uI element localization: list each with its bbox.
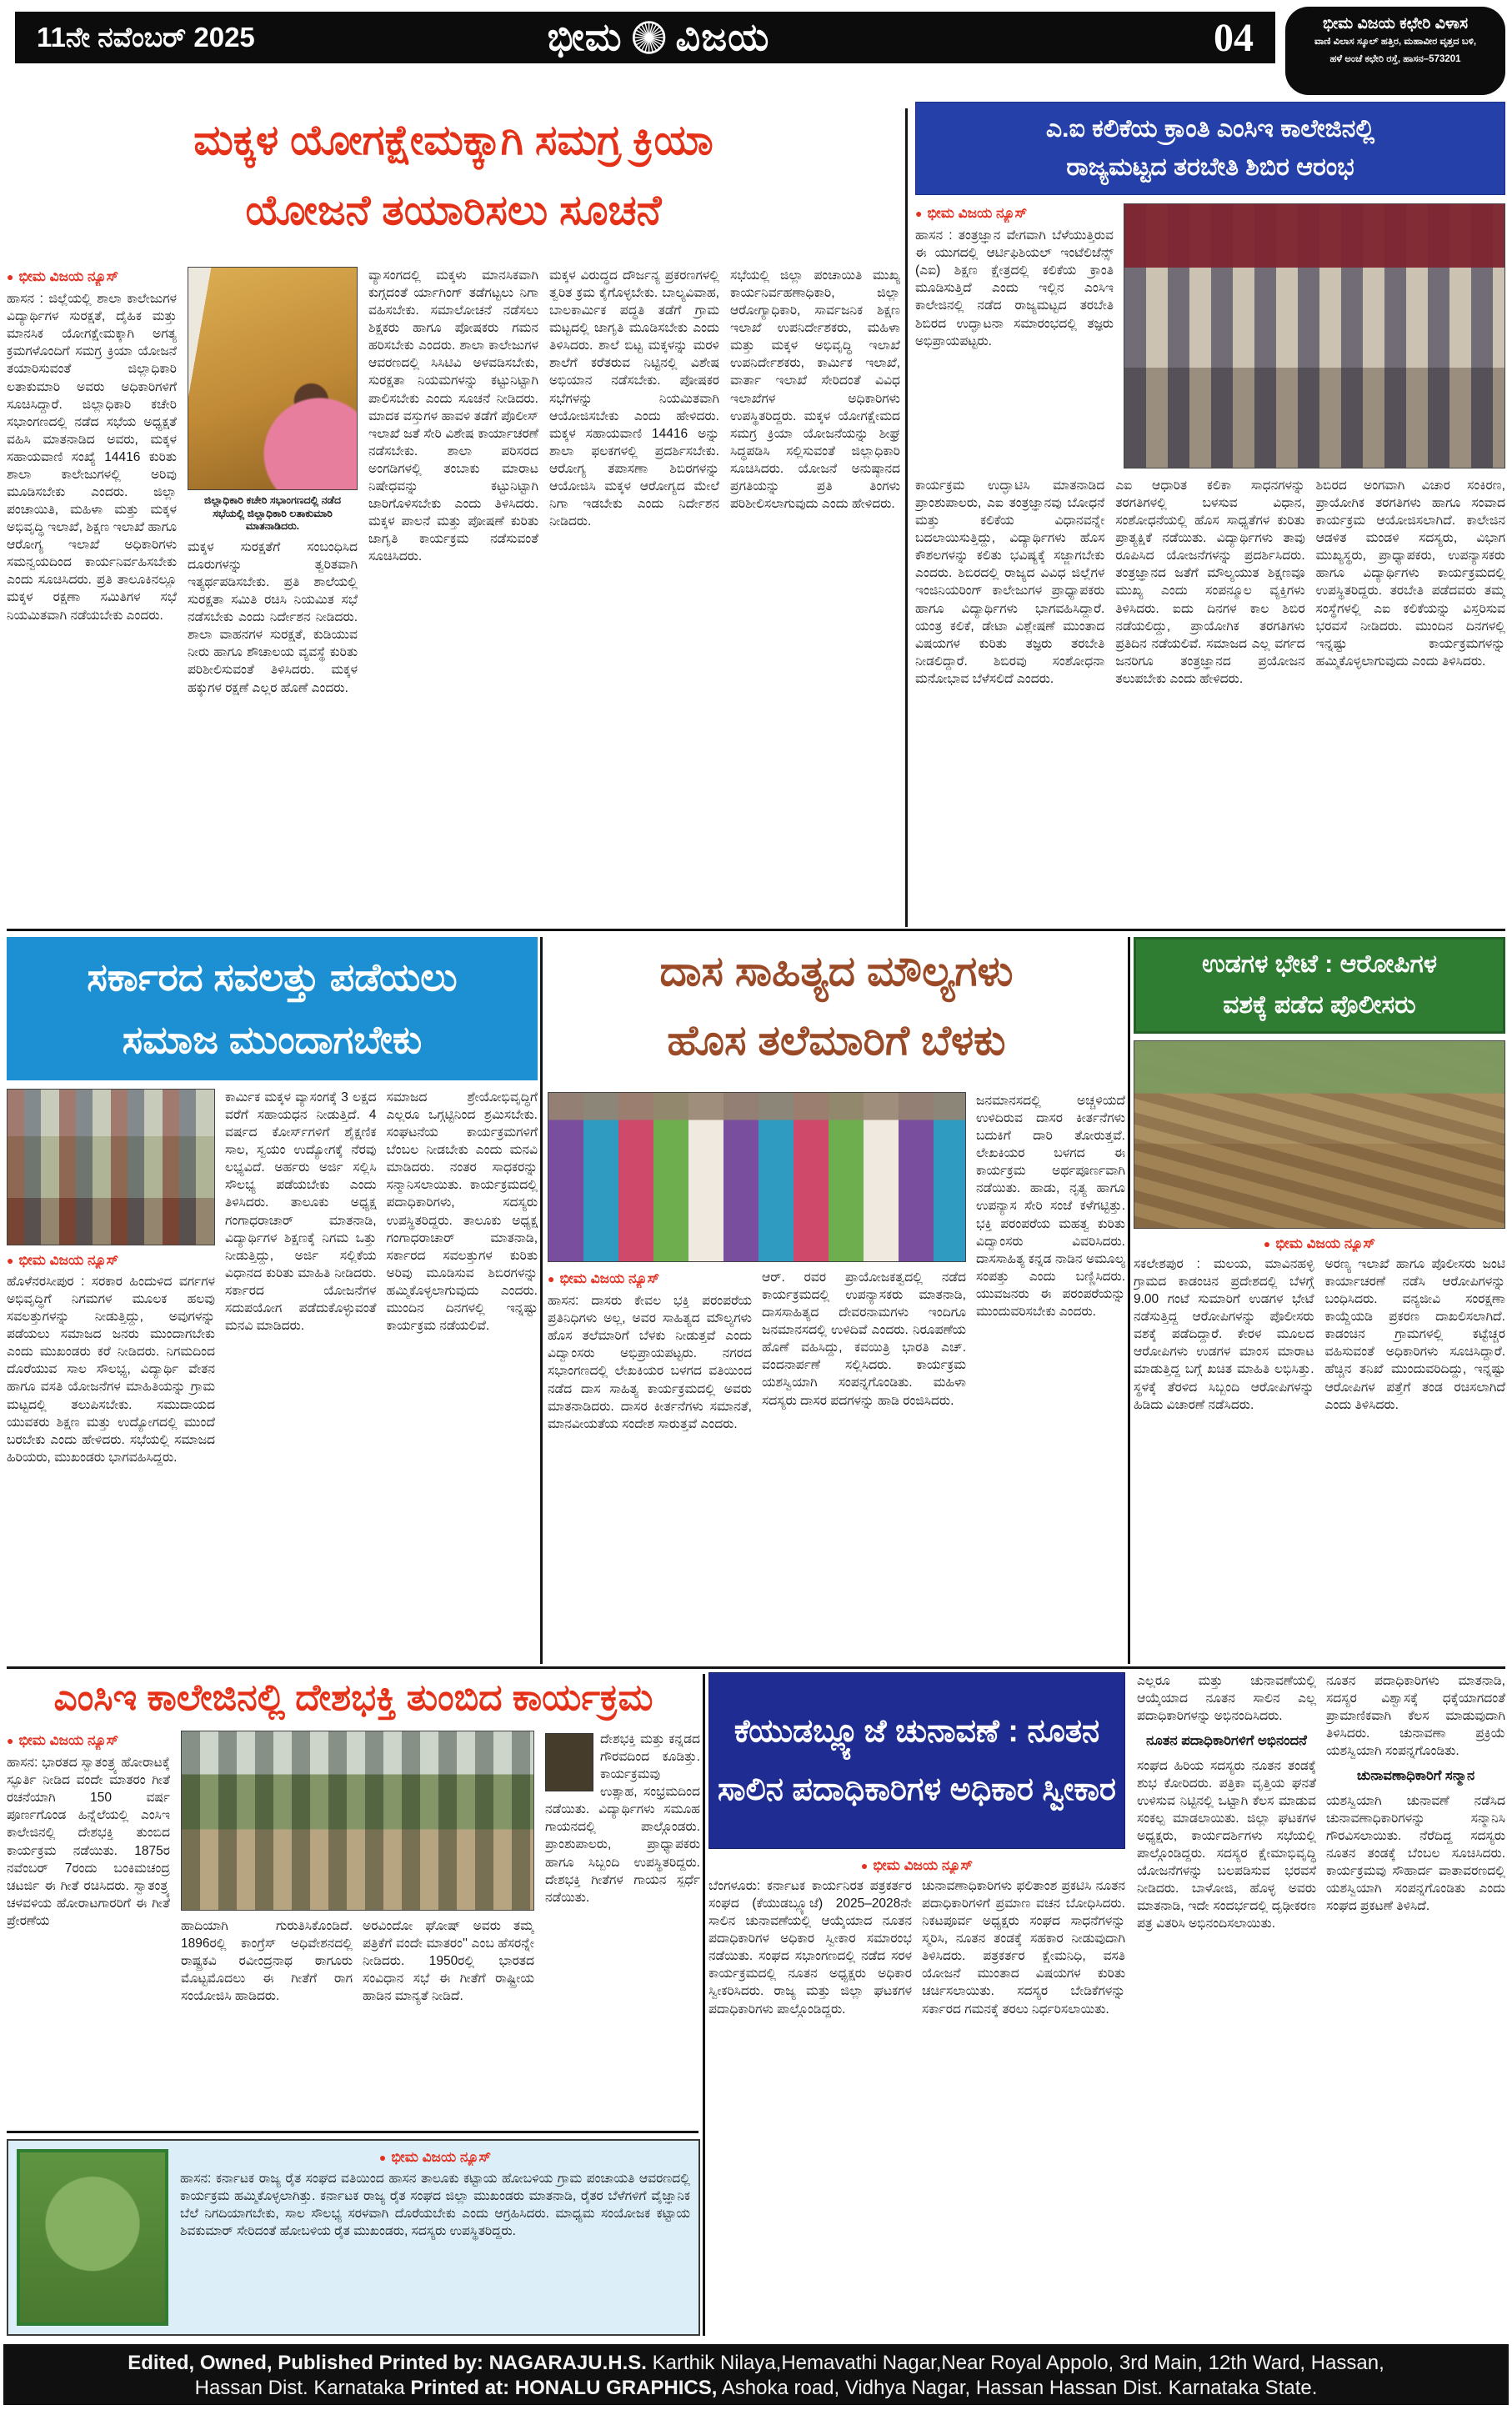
article-facilities-headline: ಸರ್ಕಾರದ ಸವಲತ್ತು ಪಡೆಯಲು ಸಮಾಜ ಮುಂದಾಗಬೇಕು [7, 937, 538, 1080]
article-monitor-column-2: ಅರಣ್ಯ ಇಲಾಖೆ ಹಾಗೂ ಪೊಲೀಸರು ಜಂಟಿ ಕಾರ್ಯಾಚರಣೆ ನಡೆಸಿ ಆರೋಪಿಗಳನ್ನು ಬಂಧಿಸಿದರು. ವನ್ಯಜೀವಿ ಸಂರಕ್ಷಣಾ ಕಾಯ್ದೆಯಡಿ ಪ್ರಕರಣ ದಾಖಲಿಸಲಾಗಿದೆ. ಕಾಡಂಚಿನ ಗ್ರಾಮಗಳಲ್ಲಿ ಕಟ್ಟೆಚ್ಚರ ವಹಿಸುವಂತೆ ಅಧಿಕಾರಿಗಳು ಸೂಚಿಸಿದ್ದಾರೆ. ಹೆಚ್ಚಿನ ತನಿಖೆ ಮುಂದುವರಿದಿದ್ದು, ಇನ್ನಷ್ಟು ಆರೋಪಿಗಳ ಪತ್ತೆಗೆ ತಂಡ ರಚಿಸಲಾಗಿದೆ ಎಂದು ತಿಳಿಸಿದರು. [1324, 1257, 1505, 1412]
byline-bullet-icon: ● [860, 1859, 869, 1872]
article-mce-headline: ಎಂಸಿಇ ಕಾಲೇಜಿನಲ್ಲಿ ದೇಶಭಕ್ತಿ ತುಂಬಿದ ಕಾರ್ಯಕ್ರಮ [53, 1677, 653, 1718]
issue-date: 11ನೇ ನವೆಂಬರ್ 2025 [37, 21, 255, 53]
article-kuwj-column-4: ನೂತನ ಪದಾಧಿಕಾರಿಗಳು ಮಾತನಾಡಿ, ಸದಸ್ಯರ ವಿಶ್ವಾಸಕ್ಕೆ ಧಕ್ಕೆಯಾಗದಂತೆ ಪ್ರಾಮಾಣಿಕವಾಗಿ ಕೆಲಸ ಮಾಡುವುದಾಗಿ ತಿಳಿಸಿದರು. ಚುನಾವಣಾ ಪ್ರಕ್ರಿಯೆ ಯಶಸ್ವಿಯಾಗಿ ಸಂಪನ್ನಗೊಂಡಿತು. ಚುನಾವಣಾಧಿಕಾರಿಗೆ ಸನ್ಮಾನ ಯಶಸ್ವಿಯಾಗಿ ಚುನಾವಣೆ ನಡೆಸಿದ ಚುನಾವಣಾಧಿಕಾರಿಗಳನ್ನು ಸನ್ಮಾನಿಸಿ ಗೌರವಿಸಲಾಯಿತು. ನೆರೆದಿದ್ದ ಸದಸ್ಯರು ನೂತನ ತಂಡಕ್ಕೆ ಬೆಂಬಲ ಸೂಚಿಸಿದರು. ಕಾರ್ಯಕ್ರಮವು ಸೌಹಾರ್ದ ವಾತಾವರಣದಲ್ಲಿ ಯಶಸ್ವಿಯಾಗಿ ಸಂಪನ್ನಗೊಂಡಿತು ಎಂದು ಸಂಘದ ಪ್ರಕಟಣೆ ತಿಳಿಸಿದೆ. [1326, 1674, 1505, 1914]
article-welfare-column-2: ಜಿಲ್ಲಾಧಿಕಾರಿ ಕಚೇರಿ ಸಭಾಂಗಣದಲ್ಲಿ ನಡೆದ ಸಭೆಯಲ್ಲಿ ಜಿಲ್ಲಾಧಿಕಾರಿ ಲತಾಕುಮಾರಿ ಮಾತನಾಡಿದರು. ಮಕ್ಕಳ ಸುರಕ್ಷತೆಗೆ ಸಂಬಂಧಿಸಿದ ದೂರುಗಳನ್ನು ತ್ವರಿತವಾಗಿ ಇತ್ಯರ್ಥಪಡಿಸಬೇಕು. ಪ್ರತಿ ಶಾಲೆಯಲ್ಲಿ ಸುರಕ್ಷತಾ ಸಮಿತಿ ರಚಿಸಿ ನಿಯಮಿತ ಸಭೆ ನಡೆಸಬೇಕು ಎಂದು ನಿರ್ದೇಶನ ನೀಡಿದರು. ಶಾಲಾ ವಾಹನಗಳ ಸುರಕ್ಷತೆ, ಕುಡಿಯುವ ನೀರು ಹಾಗೂ ಶೌಚಾಲಯ ವ್ಯವಸ್ಥೆ ಕುರಿತು ಪರಿಶೀಲಿಸುವಂತೆ ತಿಳಿಸಿದರು. ಮಕ್ಕಳ ಹಕ್ಕುಗಳ ರಕ್ಷಣೆ ಎಲ್ಲರ ಹೊಣೆ ಎಂದರು. [188, 267, 358, 915]
article-kuwj-subhead-1: ನೂತನ ಪದಾಧಿಕಾರಿಗಳಿಗೆ ಅಭಿನಂದನೆ [1146, 1733, 1307, 1749]
article-dasa-sahitya [548, 937, 1125, 1664]
article-ai-camp-intro: ● ಭೀಮ ವಿಜಯ ನ್ಯೂಸ್ ಹಾಸನ : ತಂತ್ರಜ್ಞಾನ ವೇಗವಾಗಿ ಬೆಳೆಯುತ್ತಿರುವ ಈ ಯುಗದಲ್ಲಿ ಆರ್ಟಿಫಿಶಿಯಲ್ ಇಂಟೆಲಿಜೆನ್ಸ್ (ಎಐ) ಶಿಕ್ಷಣ ಕ್ಷೇತ್ರದಲ್ಲಿ ಕಲಿಕೆಯ ಕ್ರಾಂತಿ ಮೂಡಿಸುತ್ತಿದೆ ಎಂದು ಇಲ್ಲಿನ ಎಂಸಿಇ ಕಾಲೇಜಿನಲ್ಲಿ ನಡೆದ ರಾಜ್ಯಮಟ್ಟದ ತರಬೇತಿ ಶಿಬಿರದ ಉದ್ಘಾಟನಾ ಸಮಾರಂಭದಲ್ಲಿ ತಜ್ಞರು ಅಭಿಪ್ರಾಯಪಟ್ಟರು. [915, 205, 1114, 348]
article-welfare [7, 105, 900, 924]
news-byline: ● ಭೀಮ ವಿಜಯ ನ್ಯೂಸ್ [7, 1252, 119, 1268]
article-kuwj-election [708, 1672, 1505, 2336]
article-ai-camp-headline: ಎ.ಐ ಕಲಿಕೆಯ ಕ್ರಾಂತಿ ಎಂಸಿಇ ಕಾಲೇಜಿನಲ್ಲಿ ರಾಜ್ಯಮಟ್ಟದ ತರಬೇತಿ ಶಿಬಿರ ಆರಂಭ [915, 102, 1505, 195]
article-ai-camp-column-2: ಎಐ ಆಧಾರಿತ ಕಲಿಕಾ ಸಾಧನಗಳನ್ನು ತರಗತಿಗಳಲ್ಲಿ ಬಳಸುವ ವಿಧಾನ, ಸಂಶೋಧನೆಯಲ್ಲಿ ಹೊಸ ಸಾಧ್ಯತೆಗಳ ಕುರಿತು ಪ್ರಾತ್ಯಕ್ಷಿಕೆ ನಡೆಯಿತು. ವಿದ್ಯಾರ್ಥಿಗಳು ತಾವು ರೂಪಿಸಿದ ಯೋಜನೆಗಳನ್ನು ಪ್ರದರ್ಶಿಸಿದರು. ತಂತ್ರಜ್ಞಾನದ ಜತೆಗೆ ಮೌಲ್ಯಯುತ ಶಿಕ್ಷಣವೂ ಮುಖ್ಯ ಎಂದು ಸಂಪನ್ಮೂಲ ವ್ಯಕ್ತಿಗಳು ತಿಳಿಸಿದರು. ಐದು ದಿನಗಳ ಕಾಲ ಶಿಬಿರ ನಡೆಯಲಿದ್ದು, ಪ್ರಾಯೋಗಿಕ ತರಗತಿಗಳು ಪ್ರತಿದಿನ ನಡೆಯಲಿವೆ. ಸಮಾಜದ ಎಲ್ಲ ವರ್ಗದ ಜನರಿಗೂ ತಂತ್ರಜ್ಞಾನದ ಪ್ರಯೋಜನ ತಲುಪಬೇಕು ಎಂದು ಹೇಳಿದರು. [1115, 478, 1305, 686]
news-byline: ● ಭೀಮ ವಿಜಯ ನ್ಯೂಸ್ [915, 205, 1028, 221]
byline-bullet-icon: ● [7, 270, 14, 283]
office-address-title: ಭೀಮ ವಿಜಯ ಕಛೇರಿ ವಿಳಾಸ [1322, 15, 1469, 33]
masthead [548, 14, 770, 61]
office-address-line2: ಹಳೆ ಅಂಚೆ ಕಛೇರಿ ರಸ್ತೆ, ಹಾಸನ–573201 [1329, 53, 1461, 64]
news-byline: ● ಭೀಮ ವಿಜಯ ನ್ಯೂಸ್ [1263, 1235, 1376, 1251]
article-mce-column-2: ಹಾದಿಯಾಗಿ ಗುರುತಿಸಿಕೊಂಡಿದೆ. 1896ರಲ್ಲಿ ಕಾಂಗ್ರೆಸ್ ಅಧಿವೇಶನದಲ್ಲಿ ರಾಷ್ಟ್ರಕವಿ ರವೀಂದ್ರನಾಥ ಠಾಗೂರು ಮೊಟ್ಟಮೊದಲು ಈ ಗೀತೆಗೆ ರಾಗ ಸಂಯೋಜಿಸಿ ಹಾಡಿದರು. [181, 1919, 353, 2004]
masthead-word-left: ಭೀಮ [547, 15, 623, 58]
office-address-line1: ವಾಣಿ ವಿಲಾಸ ಸ್ಕೂಲ್ ಹತ್ತಿರ, ಮಹಾವೀರ ವೃತ್ತದ ಬಳಿ, [1314, 37, 1477, 47]
article-monitor-lizard [1134, 937, 1505, 1664]
article-welfare-column-5: ಸಭೆಯಲ್ಲಿ ಜಿಲ್ಲಾ ಪಂಚಾಯಿತಿ ಮುಖ್ಯ ಕಾರ್ಯನಿರ್ವಹಣಾಧಿಕಾರಿ, ಜಿಲ್ಲಾ ಆರೋಗ್ಯಾಧಿಕಾರಿ, ಸಾರ್ವಜನಿಕ ಶಿಕ್ಷಣ ಇಲಾಖೆ ಉಪನಿರ್ದೇಶಕರು, ಮಹಿಳಾ ಮತ್ತು ಮಕ್ಕಳ ಅಭಿವೃದ್ಧಿ ಇಲಾಖೆ ಉಪನಿರ್ದೇಶಕರು, ಕಾರ್ಮಿಕ ಇಲಾಖೆ, ವಾರ್ತಾ ಇಲಾಖೆ ಸೇರಿದಂತೆ ವಿವಿಧ ಇಲಾಖೆಗಳ ಅಧಿಕಾರಿಗಳು ಉಪಸ್ಥಿತರಿದ್ದರು. ಮಕ್ಕಳ ಯೋಗಕ್ಷೇಮದ ಸಮಗ್ರ ಕ್ರಿಯಾ ಯೋಜನೆಯನ್ನು ಶೀಘ್ರ ಸಿದ್ಧಪಡಿಸಿ ಸಲ್ಲಿಸುವಂತೆ ಜಿಲ್ಲಾಧಿಕಾರಿ ಸೂಚಿಸಿದರು. ಯೋಜನೆ ಅನುಷ್ಠಾನದ ಪ್ರಗತಿಯನ್ನು ಪ್ರತಿ ತಿಂಗಳು ಪರಿಶೀಲಿಸಲಾಗುವುದು ಎಂದು ಹೇಳಿದರು. [730, 268, 900, 512]
article-facilities-column-3: ಸಮಾಜದ ಶ್ರೇಯೋಭಿವೃದ್ಧಿಗೆ ಎಲ್ಲರೂ ಒಗ್ಗಟ್ಟಿನಿಂದ ಶ್ರಮಿಸಬೇಕು. ಸಂಘಟನೆಯ ಕಾರ್ಯಕ್ರಮಗಳಿಗೆ ಬೆಂಬಲ ನೀಡಬೇಕು ಎಂದು ಮನವಿ ಮಾಡಿದರು. ನಂತರ ಸಾಧಕರನ್ನು ಸನ್ಮಾನಿಸಲಾಯಿತು. ಕಾರ್ಯಕ್ರಮದಲ್ಲಿ ಪದಾಧಿಕಾರಿಗಳು, ಸದಸ್ಯರು ಉಪಸ್ಥಿತರಿದ್ದರು. ತಾಲೂಕು ಅಧ್ಯಕ್ಷ ಗಂಗಾಧರಾಚಾರ್ ಮಾತನಾಡಿ, ಸರ್ಕಾರದ ಸವಲತ್ತುಗಳ ಕುರಿತು ಅರಿವು ಮೂಡಿಸುವ ಶಿಬಿರಗಳನ್ನು ಹಮ್ಮಿಕೊಳ್ಳಲಾಗುವುದು ಎಂದರು. ಮುಂದಿನ ದಿನಗಳಲ್ಲಿ ಇನ್ನಷ್ಟು ಕಾರ್ಯಕ್ರಮ ನಡೆಯಲಿವೆ. [386, 1090, 538, 1334]
article-mce-column-3: ಅರವಿಂದೋ ಘೋಷ್ ಅವರು ತಮ್ಮ ಪತ್ರಿಕೆಗೆ ವಂದೇ ಮಾತರಂ'' ಎಂಬ ಹೆಸರನ್ನೇ ನೀಡಿದರು. 1950ರಲ್ಲಿ ಭಾರತದ ಸಂವಿಧಾನ ಸಭೆ ಈ ಗೀತೆಗೆ ರಾಷ್ಟ್ರೀಯ ಹಾಡಿನ ಮಾನ್ಯತೆ ನೀಡಿದೆ. [363, 1919, 534, 2004]
article-mce-column-1: ● ಭೀಮ ವಿಜಯ ನ್ಯೂಸ್ ಹಾಸನ: ಭಾರತದ ಸ್ವಾತಂತ್ರ್ಯ ಹೋರಾಟಕ್ಕೆ ಸ್ಫೂರ್ತಿ ನೀಡಿದ ವಂದೇ ಮಾತರಂ ಗೀತೆ ರಚನೆಯಾಗಿ 150 ವರ್ಷ ಪೂರ್ಣಗೊಂಡ ಹಿನ್ನೆಲೆಯಲ್ಲಿ ಎಂಸಿಇ ಕಾಲೇಜಿನಲ್ಲಿ ದೇಶಭಕ್ತಿ ತುಂಬಿದ ಕಾರ್ಯಕ್ರಮ ನಡೆಯಿತು. 1875ರ ನವೆಂಬರ್ 7ರಂದು ಬಂಕಿಮಚಂದ್ರ ಚಟರ್ಜಿ ಈ ಗೀತೆ ರಚಿಸಿದರು. ಸ್ವಾತಂತ್ರ್ಯ ಚಳವಳಿಯ ಹೋರಾಟಗಾರರಿಗೆ ಈ ಗೀತೆ ಪ್ರೇರಣೆಯ [7, 1732, 170, 1928]
community-meeting-photo [7, 1089, 215, 1245]
divider-vertical-4 [703, 1674, 705, 2336]
news-byline: ● ಭೀಮ ವಿಜಯ ನ್ಯೂಸ್ [7, 1732, 119, 1748]
divider-horizontal-3 [7, 2131, 698, 2133]
article-mce-column-4: ದೇಶಭಕ್ತಿ ಮತ್ತು ಕನ್ನಡದ ಗೌರವದಿಂದ ಕೂಡಿತ್ತು. ಕಾರ್ಯಕ್ರಮವು ಉತ್ಸಾಹ, ಸಂಭ್ರಮದಿಂದ ನಡೆಯಿತು. ವಿದ್ಯಾರ್ಥಿಗಳು ಸಮೂಹ ಗಾಯನದಲ್ಲಿ ಪಾಲ್ಗೊಂಡರು. ಪ್ರಾಂಶುಪಾಲರು, ಪ್ರಾಧ್ಯಾಪಕರು ಹಾಗೂ ಸಿಬ್ಬಂದಿ ಉಪಸ್ಥಿತರಿದ್ದರು. ದೇಶಭಕ್ತಿ ಗೀತೆಗಳ ಗಾಯನ ಸ್ಪರ್ಧೆ ನಡೆಯಿತು. [545, 1732, 700, 1905]
article-monitor-lizard-headline: ಉಡಗಳ ಭೇಟೆ : ಆರೋಪಿಗಳ ವಶಕ್ಕೆ ಪಡೆದ ಪೊಲೀಸರು [1134, 937, 1505, 1034]
imprint-line-1: Edited, Owned, Published Printed by: NAGARAJU.H.S. Karthik Nilaya,Hemavathi Nagar,Near Royal Appolo, 3rd Main, 12th Ward, Hassan, [128, 2352, 1384, 2374]
article-dasa-sahitya-headline: ದಾಸ ಸಾಹಿತ್ಯದ ಮೌಲ್ಯಗಳು ಹೊಸ ತಲೆಮಾರಿಗೆ ಬೆಳಕು [659, 948, 1014, 1064]
farmers-association-box [7, 2139, 700, 2336]
article-dasa-column-2: ಆರ್. ರವರ ಪ್ರಾಯೋಜಕತ್ವದಲ್ಲಿ ನಡೆದ ಕಾರ್ಯಕ್ರಮದಲ್ಲಿ ಉಪನ್ಯಾಸಕರು ಮಾತನಾಡಿ, ದಾಸಸಾಹಿತ್ಯದ ದೇವರನಾಮಗಳು ಇಂದಿಗೂ ಜನಮಾನಸದಲ್ಲಿ ಉಳಿದಿವೆ ಎಂದರು. ನಿರೂಪಣೆಯ ಹೊಣೆ ವಹಿಸಿದ್ದು, ಕವಯಿತ್ರಿ ಭಾರತಿ ಎಚ್. ವಂದನಾರ್ಪಣೆ ಸಲ್ಲಿಸಿದರು. ಕಾರ್ಯಕ್ರಮ ಯಶಸ್ವಿಯಾಗಿ ಸಂಪನ್ನಗೊಂಡಿತು. ಮಹಿಳಾ ಸದಸ್ಯರು ದಾಸರ ಪದಗಳನ್ನು ಹಾಡಿ ರಂಜಿಸಿದರು. [762, 1270, 966, 1408]
imprint-footer [3, 2344, 1509, 2405]
farmers-box-text: ಹಾಸನ: ಕರ್ನಾಟಕ ರಾಜ್ಯ ರೈತ ಸಂಘದ ವತಿಯಿಂದ ಹಾಸನ ತಾಲೂಕು ಕಟ್ಟಾಯ ಹೋಬಳಿಯ ಗ್ರಾಮ ಪಂಚಾಯತಿ ಆವರಣದಲ್ಲಿ ಕಾರ್ಯಕ್ರಮ ಹಮ್ಮಿಕೊಳ್ಳಲಾಗಿತ್ತು. ಕರ್ನಾಟಕ ರಾಜ್ಯ ರೈತ ಸಂಘದ ಜಿಲ್ಲಾ ಮುಖಂಡರು ಮಾತನಾಡಿ, ರೈತರ ಬೆಳೆಗಳಿಗೆ ವೈಜ್ಞಾನಿಕ ಬೆಲೆ ನಿಗದಿಯಾಗಬೇಕು, ಸಾಲ ಸೌಲಭ್ಯ ಸರಳವಾಗಿ ದೊರೆಯಬೇಕು ಎಂದು ಆಗ್ರಹಿಸಿದರು. ಮಾಧ್ಯಮ ಸಂಯೋಜಕ ಕಟ್ಟಾಯ ಶಿವಕುಮಾರ್ ಸೇರಿದಂತೆ ಹೋಬಳಿಯ ರೈತ ಮುಖಂಡರು, ಸದಸ್ಯರು ಉಪಸ್ಥಿತರಿದ್ದರು. [180, 2172, 690, 2239]
farmers-event-photo [17, 2149, 168, 2326]
article-facilities-column-2: ಕಾರ್ಮಿಕ ಮಕ್ಕಳ ವ್ಯಾಸಂಗಕ್ಕೆ 3 ಲಕ್ಷದ ವರೆಗೆ ಸಹಾಯಧನ ನೀಡುತ್ತಿದೆ. 4 ವರ್ಷದ ಕೋರ್ಸ್‌ಗಳಿಗೆ ಶೈಕ್ಷಣಿಕ ಸಾಲ, ಸ್ವಯಂ ಉದ್ಯೋಗಕ್ಕೆ ನೆರವು ಲಭ್ಯವಿದೆ. ಅರ್ಹರು ಅರ್ಜಿ ಸಲ್ಲಿಸಿ ಸೌಲಭ್ಯ ಪಡೆಯಬೇಕು ಎಂದು ತಿಳಿಸಿದರು. ತಾಲೂಕು ಅಧ್ಯಕ್ಷ ಗಂಗಾಧರಾಚಾರ್ ಮಾತನಾಡಿ, ವಿದ್ಯಾರ್ಥಿಗಳ ಶಿಕ್ಷಣಕ್ಕೆ ನಿಗಮ ಒತ್ತು ನೀಡುತ್ತಿದ್ದು, ಅರ್ಜಿ ಸಲ್ಲಿಕೆಯ ವಿಧಾನದ ಕುರಿತು ಮಾಹಿತಿ ನೀಡಿದರು. ಸರ್ಕಾರದ ಯೋಜನೆಗಳ ಸದುಪಯೋಗ ಪಡೆದುಕೊಳ್ಳುವಂತೆ ಮನವಿ ಮಾಡಿದರು. [225, 1090, 377, 1334]
article-welfare-column-1: ● ಭೀಮ ವಿಜಯ ನ್ಯೂಸ್ ಹಾಸನ : ಜಿಲ್ಲೆಯಲ್ಲಿ ಶಾಲಾ ಕಾಲೇಜುಗಳ ವಿದ್ಯಾರ್ಥಿಗಳ ಸುರಕ್ಷತೆ, ದೈಹಿಕ ಮತ್ತು ಮಾನಸಿಕ ಯೋಗಕ್ಷೇಮಕ್ಕಾಗಿ ಅಗತ್ಯ ಕ್ರಮಗಳೊಂದಿಗೆ ಸಮಗ್ರ ಕ್ರಿಯಾ ಯೋಜನೆ ತಯಾರಿಸುವಂತೆ ಜಿಲ್ಲಾಧಿಕಾರಿ ಲತಾಕುಮಾರಿ ಅವರು ಅಧಿಕಾರಿಗಳಿಗೆ ಸೂಚಿಸಿದ್ದಾರೆ. ಜಿಲ್ಲಾಧಿಕಾರಿ ಕಚೇರಿ ಸಭಾಂಗಣದಲ್ಲಿ ನಡೆದ ಸಭೆಯ ಅಧ್ಯಕ್ಷತೆ ವಹಿಸಿ ಮಾತನಾಡಿದ ಅವರು, ಮಕ್ಕಳ ಸಹಾಯವಾಣಿ ಸಂಖ್ಯೆ 14416 ಕುರಿತು ಶಾಲಾ ಕಾಲೇಜುಗಳಲ್ಲಿ ಅರಿವು ಮೂಡಿಸಬೇಕು ಎಂದರು. ಜಿಲ್ಲಾ ಪಂಚಾಯಿತಿ, ಮಹಿಳಾ ಮತ್ತು ಮಕ್ಕಳ ಅಭಿವೃದ್ಧಿ ಇಲಾಖೆ, ಶಿಕ್ಷಣ ಇಲಾಖೆ ಹಾಗೂ ಆರೋಗ್ಯ ಇಲಾಖೆ ಅಧಿಕಾರಿಗಳು ಸಮನ್ವಯದಿಂದ ಕಾರ್ಯನಿರ್ವಹಿಸಬೇಕು ಎಂದು ಸೂಚಿಸಿದರು. ಪ್ರತಿ ತಾಲೂಕಿನಲ್ಲೂ ಮಕ್ಕಳ ರಕ್ಷಣಾ ಸಮಿತಿಗಳ ಸಭೆ ನಿಯಮಿತವಾಗಿ ನಡೆಯಬೇಕು ಎಂದರು. [7, 268, 177, 623]
article-ai-camp-column-3: ಶಿಬಿರದ ಅಂಗವಾಗಿ ವಿಚಾರ ಸಂಕಿರಣ, ಪ್ರಾಯೋಗಿಕ ತರಗತಿಗಳು ಹಾಗೂ ಸಂವಾದ ಕಾರ್ಯಕ್ರಮ ಆಯೋಜಿಸಲಾಗಿದೆ. ಕಾಲೇಜಿನ ಆಡಳಿತ ಮಂಡಳಿ ಸದಸ್ಯರು, ವಿಭಾಗ ಮುಖ್ಯಸ್ಥರು, ಪ್ರಾಧ್ಯಾಪಕರು, ಉಪನ್ಯಾಸಕರು ಹಾಗೂ ವಿದ್ಯಾರ್ಥಿಗಳು ಕಾರ್ಯಕ್ರಮದಲ್ಲಿ ಉಪಸ್ಥಿತರಿದ್ದರು. ತರಬೇತಿ ಪಡೆದವರು ತಮ್ಮ ಸಂಸ್ಥೆಗಳಲ್ಲಿ ಎಐ ಕಲಿಕೆಯನ್ನು ವಿಸ್ತರಿಸುವ ಭರವಸೆ ನೀಡಿದರು. ಮುಂದಿನ ದಿನಗಳಲ್ಲಿ ಇನ್ನಷ್ಟು ಕಾರ್ಯಕ್ರಮಗಳನ್ನು ಹಮ್ಮಿಕೊಳ್ಳಲಾಗುವುದು ಎಂದು ತಿಳಿಸಿದರು. [1315, 478, 1505, 669]
divider-vertical-1 [905, 108, 908, 927]
byline-bullet-icon: ● [7, 1254, 14, 1267]
article-mce-patriotic [7, 1672, 700, 2336]
masthead-word-right: ವಿಜಯ [675, 15, 770, 58]
small-inset-photo [545, 1733, 593, 1791]
forest-seizure-photo [1134, 1040, 1505, 1229]
article-facilities-left-column: ● ಭೀಮ ವಿಜಯ ನ್ಯೂಸ್ ಹೊಳೆನರಸೀಪುರ : ಸರಕಾರ ಹಿಂದುಳಿದ ವರ್ಗಗಳ ಅಭಿವೃದ್ಧಿಗೆ ನಿಗಮಗಳ ಮೂಲಕ ಹಲವು ಸವಲತ್ತುಗಳನ್ನು ನೀಡುತ್ತಿದ್ದು, ಅವುಗಳನ್ನು ಪಡೆಯಲು ಸಮಾಜದ ಜನರು ಮುಂದಾಗಬೇಕು ಎಂದು ಮುಖಂಡರು ಕರೆ ನೀಡಿದರು. ನಿಗಮದಿಂದ ದೊರೆಯುವ ಸಾಲ ಸೌಲಭ್ಯ, ವಿದ್ಯಾರ್ಥಿ ವೇತನ ಹಾಗೂ ವಸತಿ ಯೋಜನೆಗಳ ಮಾಹಿತಿಯನ್ನು ಗ್ರಾಮ ಮಟ್ಟದಲ್ಲಿ ತಲುಪಿಸಬೇಕು. ಸಮುದಾಯದ ಯುವಕರು ಶಿಕ್ಷಣ ಮತ್ತು ಉದ್ಯೋಗದಲ್ಲಿ ಮುಂದೆ ಬರಬೇಕು ಎಂದು ಹೇಳಿದರು. ಸಭೆಯಲ್ಲಿ ಸಮಾಜದ ಹಿರಿಯರು, ಮುಖಂಡರು ಭಾಗವಹಿಸಿದ್ದರು. [7, 1089, 215, 1654]
ai-camp-photo [1124, 203, 1505, 468]
byline-bullet-icon: ● [548, 1272, 555, 1285]
divider-vertical-3 [1128, 937, 1130, 1664]
dasa-event-photo [548, 1092, 966, 1262]
divider-horizontal-2 [7, 1666, 1505, 1669]
masthead-bar [15, 12, 1275, 63]
article-facilities [7, 937, 538, 1664]
news-byline: ● ಭೀಮ ವಿಜಯ ನ್ಯೂಸ್ [548, 1270, 660, 1286]
byline-bullet-icon: ● [378, 2151, 387, 2164]
article-ai-camp-column-1: ಕಾರ್ಯಕ್ರಮ ಉದ್ಘಾಟಿಸಿ ಮಾತನಾಡಿದ ಪ್ರಾಂಶುಪಾಲರು, ಎಐ ತಂತ್ರಜ್ಞಾನವು ಬೋಧನೆ ಮತ್ತು ಕಲಿಕೆಯ ವಿಧಾನವನ್ನೇ ಬದಲಾಯಿಸುತ್ತಿದ್ದು, ವಿದ್ಯಾರ್ಥಿಗಳು ಹೊಸ ಕೌಶಲಗಳನ್ನು ಕಲಿತು ಭವಿಷ್ಯಕ್ಕೆ ಸಜ್ಜಾಗಬೇಕು ಎಂದರು. ಶಿಬಿರದಲ್ಲಿ ರಾಜ್ಯದ ವಿವಿಧ ಜಿಲ್ಲೆಗಳ ಇಂಜಿನಿಯರಿಂಗ್ ಕಾಲೇಜುಗಳ ಪ್ರಾಧ್ಯಾಪಕರು ಹಾಗೂ ವಿದ್ಯಾರ್ಥಿಗಳು ಭಾಗವಹಿಸಿದ್ದಾರೆ. ಯಂತ್ರ ಕಲಿಕೆ, ಡೇಟಾ ವಿಶ್ಲೇಷಣೆ ಮುಂತಾದ ವಿಷಯಗಳ ಕುರಿತು ತಜ್ಞರು ತರಬೇತಿ ನೀಡಲಿದ್ದಾರೆ. ಶಿಬಿರವು ಸಂಶೋಧನಾ ಮನೋಭಾವ ಬೆಳೆಸಲಿದೆ ಎಂದರು. [915, 478, 1105, 686]
office-address-box [1285, 7, 1505, 95]
mce-event-photo [181, 1731, 534, 1911]
article-kuwj-subhead-2: ಚುನಾವಣಾಧಿಕಾರಿಗೆ ಸನ್ಮಾನ [1356, 1768, 1475, 1784]
article-kuwj-column-1: ಬೆಂಗಳೂರು: ಕರ್ನಾಟಕ ಕಾರ್ಯನಿರತ ಪತ್ರಕರ್ತರ ಸಂಘದ (ಕೆಯುಡಬ್ಲ್ಯೂಜೆ) 2025–2028ನೇ ಸಾಲಿನ ಚುನಾವಣೆಯಲ್ಲಿ ಆಯ್ಕೆಯಾದ ನೂತನ ಪದಾಧಿಕಾರಿಗಳ ಅಧಿಕಾರ ಸ್ವೀಕಾರ ಸಮಾರಂಭ ನಡೆಯಿತು. ಸಂಘದ ಸಭಾಂಗಣದಲ್ಲಿ ನಡೆದ ಸರಳ ಕಾರ್ಯಕ್ರಮದಲ್ಲಿ ನೂತನ ಅಧ್ಯಕ್ಷರು ಅಧಿಕಾರ ಸ್ವೀಕರಿಸಿದರು. ರಾಜ್ಯ ಮತ್ತು ಜಿಲ್ಲಾ ಘಟಕಗಳ ಪದಾಧಿಕಾರಿಗಳು ಪಾಲ್ಗೊಂಡಿದ್ದರು. [708, 1879, 912, 2017]
chakra-icon [631, 19, 668, 56]
news-byline: ● ಭೀಮ ವಿಜಯ ನ್ಯೂಸ್ [7, 268, 119, 284]
article-monitor-column-1: ಸಕಲೇಶಪುರ : ಮಲಯ, ಮಾವಿನಹಳ್ಳಿ ಗ್ರಾಮದ ಕಾಡಂಚಿನ ಪ್ರದೇಶದಲ್ಲಿ ಬೆಳಗ್ಗೆ 9.00 ಗಂಟೆ ಸುಮಾರಿಗೆ ಉಡಗಳ ಭೇಟೆ ನಡೆಸುತ್ತಿದ್ದ ಆರೋಪಿಗಳನ್ನು ಪೊಲೀಸರು ವಶಕ್ಕೆ ಪಡೆದಿದ್ದಾರೆ. ಕೇರಳ ಮೂಲದ ಆರೋಪಿಗಳು ಉಡಗಳ ಮಾಂಸ ಮಾರಾಟ ಮಾಡುತ್ತಿದ್ದ ಬಗ್ಗೆ ಖಚಿತ ಮಾಹಿತಿ ಲಭಿಸಿತ್ತು. ಸ್ಥಳಕ್ಕೆ ತೆರಳಿದ ಸಿಬ್ಬಂದಿ ಆರೋಪಿಗಳನ್ನು ಹಿಡಿದು ವಿಚಾರಣೆ ನಡೆಸಿದರು. [1134, 1257, 1314, 1412]
article-mce-middle-block [181, 1731, 534, 2126]
byline-bullet-icon: ● [915, 207, 923, 220]
article-ai-camp [915, 102, 1505, 924]
news-byline: ● ಭೀಮ ವಿಜಯ ನ್ಯೂಸ್ [378, 2149, 492, 2165]
article-kuwj-column-3: ಎಲ್ಲರೂ ಮತ್ತು ಚುನಾವಣೆಯಲ್ಲಿ ಆಯ್ಕೆಯಾದ ನೂತನ ಸಾಲಿನ ಎಲ್ಲ ಪದಾಧಿಕಾರಿಗಳನ್ನು ಅಭಿನಂದಿಸಿದರು. ನೂತನ ಪದಾಧಿಕಾರಿಗಳಿಗೆ ಅಭಿನಂದನೆ ಸಂಘದ ಹಿರಿಯ ಸದಸ್ಯರು ನೂತನ ತಂಡಕ್ಕೆ ಶುಭ ಕೋರಿದರು. ಪತ್ರಿಕಾ ವೃತ್ತಿಯ ಘನತೆ ಉಳಿಸುವ ನಿಟ್ಟಿನಲ್ಲಿ ಒಟ್ಟಾಗಿ ಕೆಲಸ ಮಾಡುವ ಸಂಕಲ್ಪ ಮಾಡಲಾಯಿತು. ಜಿಲ್ಲಾ ಘಟಕಗಳ ಅಧ್ಯಕ್ಷರು, ಕಾರ್ಯದರ್ಶಿಗಳು ಸಭೆಯಲ್ಲಿ ಪಾಲ್ಗೊಂಡಿದ್ದರು. ಸದಸ್ಯರ ಕ್ಷೇಮಾಭಿವೃದ್ಧಿ ಯೋಜನೆಗಳನ್ನು ಬಲಪಡಿಸುವ ಭರವಸೆ ನೀಡಿದರು. ಬಾಳೋಜಿ, ಹೊಳ್ಳ ಅವರು ಮಾತನಾಡಿ, ಇದೇ ಸಂದರ್ಭದಲ್ಲಿ ದೃಢೀಕರಣ ಪತ್ರ ವಿತರಿಸಿ ಅಭಿನಂದಿಸಲಾಯಿತು. [1137, 1674, 1316, 1932]
article-dasa-left-block [548, 1092, 966, 1657]
article-dasa-side-column: ಜನಮಾನಸದಲ್ಲಿ ಅಚ್ಚಳಿಯದೆ ಉಳಿದಿರುವ ದಾಸರ ಕೀರ್ತನೆಗಳು ಬದುಕಿಗೆ ದಾರಿ ತೋರುತ್ತವೆ. ಲೇಖಕಿಯರ ಬಳಗದ ಈ ಕಾರ್ಯಕ್ರಮ ಅರ್ಥಪೂರ್ಣವಾಗಿ ನಡೆಯಿತು. ಹಾಡು, ನೃತ್ಯ ಹಾಗೂ ಉಪನ್ಯಾಸ ಸೇರಿ ಸಂಜೆ ಕಳೆಗಟ್ಟಿತ್ತು. ಭಕ್ತಿ ಪರಂಪರೆಯ ಮಹತ್ವ ಕುರಿತು ವಿದ್ವಾಂಸರು ವಿವರಿಸಿದರು. ದಾಸಸಾಹಿತ್ಯ ಕನ್ನಡ ನಾಡಿನ ಅಮೂಲ್ಯ ಸಂಪತ್ತು ಎಂದು ಬಣ್ಣಿಸಿದರು. ಯುವಜನರು ಈ ಪರಂಪರೆಯನ್ನು ಮುಂದುವರಿಸಬೇಕು ಎಂದರು. [976, 1094, 1125, 1319]
article-welfare-column-3: ವ್ಯಾಸಂಗದಲ್ಲಿ ಮಕ್ಕಳು ಮಾನಸಿಕವಾಗಿ ಕುಗ್ಗದಂತೆ ರ್ಯಾಗಿಂಗ್ ತಡೆಗಟ್ಟಲು ನಿಗಾ ವಹಿಸಬೇಕು. ಸಮಾಲೋಚನೆ ನಡೆಸಲು ಶಿಕ್ಷಕರು ಹಾಗೂ ಪೋಷಕರು ಗಮನ ಹರಿಸಬೇಕು ಎಂದರು. ಶಾಲಾ ಕಾಲೇಜುಗಳ ಆವರಣದಲ್ಲಿ ಸಿಸಿಟಿವಿ ಅಳವಡಿಸಬೇಕು, ಸುರಕ್ಷತಾ ನಿಯಮಗಳನ್ನು ಕಟ್ಟುನಿಟ್ಟಾಗಿ ಪಾಲಿಸಬೇಕು ಎಂದು ಸೂಚನೆ ನೀಡಿದರು. ಮಾದಕ ವಸ್ತುಗಳ ಹಾವಳಿ ತಡೆಗೆ ಪೊಲೀಸ್ ಇಲಾಖೆ ಜತೆ ಸೇರಿ ವಿಶೇಷ ಕಾರ್ಯಾಚರಣೆ ನಡೆಸಬೇಕು. ಶಾಲಾ ಪರಿಸರದ ಅಂಗಡಿಗಳಲ್ಲಿ ತಂಬಾಕು ಮಾರಾಟ ನಿಷೇಧವನ್ನು ಕಟ್ಟುನಿಟ್ಟಾಗಿ ಜಾರಿಗೊಳಿಸಬೇಕು ಎಂದು ತಿಳಿಸಿದರು. ಮಕ್ಕಳ ಪಾಲನೆ ಮತ್ತು ಪೋಷಣೆ ಕುರಿತು ಜಾಗೃತಿ ಕಾರ್ಯಕ್ರಮ ನಡೆಸುವಂತೆ ಸೂಚಿಸಿದರು. [368, 268, 538, 564]
article-kuwj-left-half [708, 1672, 1125, 2336]
article-kuwj-headline: ಕೆಯುಡಬ್ಲ್ಯೂಜೆ ಚುನಾವಣೆ : ನೂತನ ಸಾಲಿನ ಪದಾಧಿಕಾರಿಗಳ ಅಧಿಕಾರ ಸ್ವೀಕಾರ [708, 1672, 1125, 1849]
byline-bullet-icon: ● [7, 1734, 14, 1747]
article-kuwj-column-2: ಚುನಾವಣಾಧಿಕಾರಿಗಳು ಫಲಿತಾಂಶ ಪ್ರಕಟಿಸಿ ನೂತನ ಪದಾಧಿಕಾರಿಗಳಿಗೆ ಪ್ರಮಾಣ ವಚನ ಬೋಧಿಸಿದರು. ನಿಕಟಪೂರ್ವ ಅಧ್ಯಕ್ಷರು ಸಂಘದ ಸಾಧನೆಗಳನ್ನು ಸ್ಮರಿಸಿ, ನೂತನ ತಂಡಕ್ಕೆ ಸಹಕಾರ ನೀಡುವುದಾಗಿ ತಿಳಿಸಿದರು. ಪತ್ರಕರ್ತರ ಕ್ಷೇಮನಿಧಿ, ವಸತಿ ಯೋಜನೆ ಮುಂತಾದ ವಿಷಯಗಳ ಕುರಿತು ಚರ್ಚಿಸಲಾಯಿತು. ಸದಸ್ಯರ ಬೇಡಿಕೆಗಳನ್ನು ಸರ್ಕಾರದ ಗಮನಕ್ಕೆ ತರಲು ನಿರ್ಧರಿಸಲಾಯಿತು. [922, 1879, 1125, 2017]
byline-bullet-icon: ● [1263, 1237, 1271, 1250]
article-welfare-headline: ಮಕ್ಕಳ ಯೋಗಕ್ಷೇಮಕ್ಕಾಗಿ ಸಮಗ್ರ ಕ್ರಿಯಾ ಯೋಜನೆ ತಯಾರಿಸಲು ಸೂಚನೆ [193, 117, 713, 233]
article-dasa-column-1: ● ಭೀಮ ವಿಜಯ ನ್ಯೂಸ್ ಹಾಸನ: ದಾಸರು ಕೇವಲ ಭಕ್ತಿ ಪರಂಪರೆಯ ಪ್ರತಿನಿಧಿಗಳು ಅಲ್ಲ, ಅವರ ಸಾಹಿತ್ಯದ ಮೌಲ್ಯಗಳು ಹೊಸ ತಲೆಮಾರಿಗೆ ಬೆಳಕು ನೀಡುತ್ತವೆ ಎಂದು ವಿದ್ವಾಂಸರು ಅಭಿಪ್ರಾಯಪಟ್ಟರು. ನಗರದ ಸಭಾಂಗಣದಲ್ಲಿ ಲೇಖಕಿಯರ ಬಳಗದ ವತಿಯಿಂದ ನಡೆದ ದಾಸ ಸಾಹಿತ್ಯ ಕಾರ್ಯಕ್ರಮದಲ್ಲಿ ಅವರು ಮಾತನಾಡಿದರು. ದಾಸರ ಕೀರ್ತನೆಗಳು ಸಮಾನತೆ, ಮಾನವೀಯತೆಯ ಸಂದೇಶ ಸಾರುತ್ತವೆ ಎಂದರು. [548, 1270, 752, 1431]
page-number: 04 [1214, 15, 1254, 60]
dc-meeting-photo [188, 267, 358, 490]
news-byline: ● ಭೀಮ ವಿಜಯ ನ್ಯೂಸ್ [860, 1857, 974, 1873]
article-kuwj-right-block [1137, 1672, 1505, 2336]
divider-vertical-2 [540, 937, 543, 1664]
dc-meeting-photo-caption: ಜಿಲ್ಲಾಧಿಕಾರಿ ಕಚೇರಿ ಸಭಾಂಗಣದಲ್ಲಿ ನಡೆದ ಸಭೆಯಲ್ಲಿ ಜಿಲ್ಲಾಧಿಕಾರಿ ಲತಾಕುಮಾರಿ ಮಾತನಾಡಿದರು. [203, 494, 342, 533]
imprint-line-2: Hassan Dist. Karnataka Printed at: HONALU GRAPHICS, Ashoka road, Vidhya Nagar, Hassan Hassan Dist. Karnataka State. [194, 2377, 1318, 2399]
article-welfare-column-4: ಮಕ್ಕಳ ವಿರುದ್ಧದ ದೌರ್ಜನ್ಯ ಪ್ರಕರಣಗಳಲ್ಲಿ ತ್ವರಿತ ಕ್ರಮ ಕೈಗೊಳ್ಳಬೇಕು. ಬಾಲ್ಯವಿವಾಹ, ಬಾಲಕಾರ್ಮಿಕ ಪದ್ಧತಿ ತಡೆಗೆ ಗ್ರಾಮ ಮಟ್ಟದಲ್ಲಿ ಜಾಗೃತಿ ಮೂಡಿಸಬೇಕು ಎಂದು ತಿಳಿಸಿದರು. ಶಾಲೆ ಬಿಟ್ಟ ಮಕ್ಕಳನ್ನು ಮರಳಿ ಶಾಲೆಗೆ ಕರೆತರುವ ನಿಟ್ಟಿನಲ್ಲಿ ವಿಶೇಷ ಅಭಿಯಾನ ನಡೆಸಬೇಕು. ಪೋಷಕರ ಸಭೆಗಳನ್ನು ನಿಯಮಿತವಾಗಿ ಆಯೋಜಿಸಬೇಕು ಎಂದು ಹೇಳಿದರು. ಮಕ್ಕಳ ಸಹಾಯವಾಣಿ 14416 ಅನ್ನು ಶಾಲಾ ಫಲಕಗಳಲ್ಲಿ ಪ್ರದರ್ಶಿಸಬೇಕು. ಆರೋಗ್ಯ ತಪಾಸಣಾ ಶಿಬಿರಗಳನ್ನು ಆಯೋಜಿಸಿ ಮಕ್ಕಳ ಆರೋಗ್ಯದ ಮೇಲೆ ನಿಗಾ ಇಡಬೇಕು ಎಂದು ನಿರ್ದೇಶನ ನೀಡಿದರು. [549, 268, 719, 529]
divider-horizontal-1 [7, 929, 1505, 931]
